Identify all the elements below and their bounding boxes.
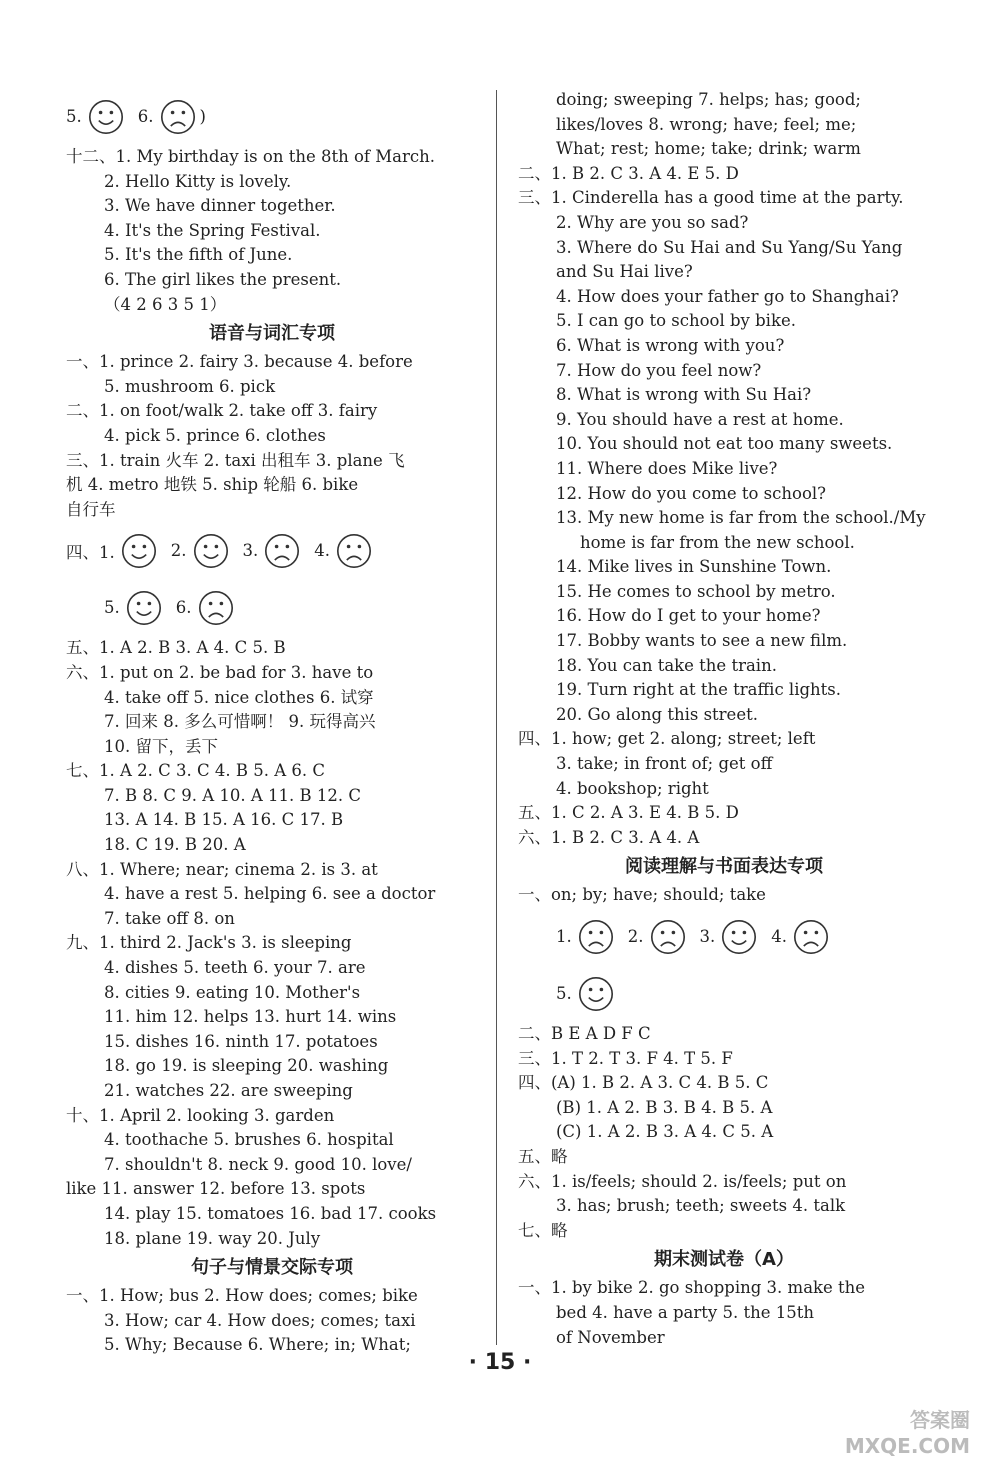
answer-line: 20. Go along this street. <box>556 704 758 724</box>
sad-face-icon <box>264 533 300 569</box>
section-heading: 语音与词汇专项 <box>209 323 335 345</box>
answer-line: 一、1. How; bus 2. How does; comes; bike <box>66 1286 418 1306</box>
answer-line: (B) 1. A 2. B 3. B 4. B 5. A <box>556 1097 773 1117</box>
answer-label: 6. <box>175 598 192 618</box>
answer-line: 六、1. B 2. C 3. A 4. A <box>518 827 700 847</box>
sad-face-icon <box>650 919 686 955</box>
answer-line: 3. Where do Su Hai and Su Yang/Su Yang <box>556 237 903 257</box>
smiley-answer-row <box>66 522 478 579</box>
answer-label: 1. <box>556 927 572 946</box>
sad-face-icon <box>160 99 196 135</box>
answer-line: 五、略 <box>518 1146 568 1166</box>
answer-line: 六、1. is/feels; should 2. is/feels; put on <box>518 1171 847 1191</box>
answer-line: 10. You should not eat too many sweets. <box>556 434 893 454</box>
answer-label: 3. <box>242 541 259 561</box>
answer-line: 6. What is wrong with you? <box>556 335 785 355</box>
answer-line: 三、1. Cinderella has a good time at the party. <box>518 188 904 208</box>
happy-face-icon <box>88 99 124 135</box>
answer-line: 18. go 19. is sleeping 20. washing <box>104 1056 389 1076</box>
answer-line: 12. How do you come to school? <box>556 483 827 503</box>
answer-line: 11. Where does Mike live? <box>556 458 778 478</box>
answer-line: 13. My new home is far from the school./My <box>556 508 926 528</box>
answer-line: 五、1. A 2. B 3. A 4. C 5. B <box>66 638 286 658</box>
happy-face-icon <box>578 976 614 1012</box>
answer-line: 一、1. prince 2. fairy 3. because 4. before <box>66 352 413 372</box>
answer-line: 五、1. C 2. A 3. E 4. B 5. D <box>518 803 739 823</box>
watermark-url: MXQE.COM <box>844 1434 970 1458</box>
answer-line: 11. him 12. helps 13. hurt 14. wins <box>104 1007 397 1027</box>
answer-line: 13. A 14. B 15. A 16. C 17. B <box>104 810 344 830</box>
answer-label: 4. <box>771 927 787 946</box>
answer-line: 7. shouldn't 8. neck 9. good 10. love/ <box>104 1154 412 1174</box>
answer-line: likes/loves 8. wrong; have; feel; me; <box>556 114 857 134</box>
answer-line: 一、on; by; have; should; take <box>518 885 766 905</box>
answer-line: 5. It's the fifth of June. <box>104 245 293 265</box>
column-divider <box>496 90 497 1345</box>
answer-line: 八、1. Where; near; cinema 2. is 3. at <box>66 859 378 879</box>
sad-face-icon <box>793 919 829 955</box>
section-heading: 句子与情景交际专项 <box>191 1257 353 1279</box>
smiley-answer-row <box>518 965 930 1022</box>
answer-label: 2. <box>627 927 644 946</box>
smiley-answer-row <box>518 908 930 965</box>
smiley-answer-row <box>66 88 478 145</box>
answer-label: 5. <box>104 598 120 618</box>
answer-line: 15. dishes 16. ninth 17. potatoes <box>104 1031 378 1051</box>
answer-line: 四、1. how; get 2. along; street; left <box>518 729 816 749</box>
answer-line: 二、B E A D F C <box>518 1024 651 1043</box>
answer-line: 九、1. third 2. Jack's 3. is sleeping <box>66 933 352 953</box>
answer-line: 4. dishes 5. teeth 6. your 7. are <box>104 958 366 978</box>
answer-line: 16. How do I get to your home? <box>556 606 821 626</box>
right-column <box>518 88 930 1350</box>
answer-line: home is far from the new school. <box>580 532 855 552</box>
happy-face-icon <box>193 533 229 569</box>
answer-line: 4. take off 5. nice clothes 6. 试穿 <box>104 687 374 707</box>
happy-face-icon <box>121 533 157 569</box>
answer-line: 四、(A) 1. B 2. A 3. C 4. B 5. C <box>518 1073 769 1093</box>
answer-line: 七、1. A 2. C 3. C 4. B 5. A 6. C <box>66 761 325 781</box>
answer-line: 机 4. metro 地铁 5. ship 轮船 6. bike <box>66 475 359 495</box>
answer-line: 14. play 15. tomatoes 16. bad 17. cooks <box>104 1203 437 1223</box>
answer-line: 4. It's the Spring Festival. <box>104 220 321 240</box>
answer-line: 14. Mike lives in Sunshine Town. <box>556 557 832 577</box>
answer-line: 18. plane 19. way 20. July <box>104 1228 321 1248</box>
sad-face-icon <box>198 590 234 626</box>
answer-line: 3. take; in front of; get off <box>556 754 773 774</box>
happy-face-icon <box>721 919 757 955</box>
answer-line: 3. How; car 4. How does; comes; taxi <box>104 1310 416 1330</box>
answer-line: 15. He comes to school by metro. <box>556 581 836 601</box>
answer-line: 8. cities 9. eating 10. Mother's <box>104 982 361 1002</box>
answer-line: (C) 1. A 2. B 3. A 4. C 5. A <box>556 1122 774 1142</box>
answer-line: 十二、1. My birthday is on the 8th of March. <box>66 147 435 166</box>
answer-line: 18. C 19. B 20. A <box>104 835 246 855</box>
answer-line: 6. The girl likes the present. <box>104 269 342 289</box>
answer-line: （4 2 6 3 5 1） <box>104 294 227 314</box>
answer-line: of November <box>556 1327 665 1347</box>
answer-line: 18. You can take the train. <box>556 655 777 675</box>
answer-label: 3. <box>699 927 716 946</box>
answer-line: 5. mushroom 6. pick <box>104 376 276 396</box>
answer-line: 4. toothache 5. brushes 6. hospital <box>104 1130 394 1150</box>
answer-line: 自行车 <box>66 499 116 519</box>
answer-label: 2. <box>170 541 187 561</box>
answer-line: What; rest; home; take; drink; warm <box>556 139 861 159</box>
answer-line: 2. Hello Kitty is lovely. <box>104 171 292 191</box>
answer-line: 三、1. T 2. T 3. F 4. T 5. F <box>518 1048 733 1068</box>
answer-line: 十、1. April 2. looking 3. garden <box>66 1105 335 1125</box>
answer-line: 4. bookshop; right <box>556 778 709 798</box>
answer-line: 17. Bobby wants to see a new film. <box>556 631 848 651</box>
answer-line: 10. 留下，丢下 <box>104 736 218 756</box>
answer-line: 5. Why; Because 6. Where; in; What; <box>104 1335 411 1355</box>
answer-line: 二、1. on foot/walk 2. take off 3. fairy <box>66 401 378 421</box>
answer-line: 21. watches 22. are sweeping <box>104 1081 353 1100</box>
answer-line: bed 4. have a party 5. the 15th <box>556 1302 814 1322</box>
answer-line: 7. B 8. C 9. A 10. A 11. B 12. C <box>104 785 361 805</box>
sad-face-icon <box>336 533 372 569</box>
answer-line: 7. 回来 8. 多么可惜啊！ 9. 玩得高兴 <box>104 712 376 732</box>
left-column <box>66 88 478 1358</box>
smiley-answer-row <box>66 579 478 636</box>
answer-label: 5. <box>556 984 572 1003</box>
answer-line: 19. Turn right at the traffic lights. <box>556 680 842 700</box>
watermark <box>845 1407 970 1459</box>
answer-line: 9. You should have a rest at home. <box>556 409 844 429</box>
answer-line: like 11. answer 12. before 13. spots <box>66 1179 366 1199</box>
section-heading: 期末测试卷（A） <box>654 1249 794 1271</box>
sad-face-icon <box>578 919 614 955</box>
answer-line: 4. How does your father go to Shanghai? <box>556 286 899 306</box>
section-heading: 阅读理解与书面表达专项 <box>625 856 823 878</box>
answer-line: 七、略 <box>518 1220 568 1240</box>
answer-line: 8. What is wrong with Su Hai? <box>556 385 812 405</box>
answer-label: 5. <box>66 107 82 126</box>
paren-close: ) <box>199 107 206 126</box>
answer-line: and Su Hai live? <box>556 262 693 282</box>
answer-line: 六、1. put on 2. be bad for 3. have to <box>66 662 374 682</box>
answer-line: 4. pick 5. prince 6. clothes <box>104 425 326 445</box>
answer-line: 一、1. by bike 2. go shopping 3. make the <box>518 1278 866 1298</box>
page-number: · 15 · <box>468 1350 532 1375</box>
answer-label: 6. <box>137 107 154 126</box>
answer-line: 二、1. B 2. C 3. A 4. E 5. D <box>518 163 739 183</box>
answer-line: doing; sweeping 7. helps; has; good; <box>556 90 861 109</box>
answer-label: 四、1. <box>66 542 115 562</box>
answer-line: 7. How do you feel now? <box>556 360 762 380</box>
watermark-logo: 答案圈 <box>910 1408 970 1432</box>
answer-line: 2. Why are you so sad? <box>556 212 749 232</box>
answer-line: 3. has; brush; teeth; sweets 4. talk <box>556 1196 846 1216</box>
answer-label: 4. <box>314 541 330 561</box>
answer-line: 三、1. train 火车 2. taxi 出租车 3. plane 飞 <box>66 450 405 470</box>
answer-line: 3. We have dinner together. <box>104 196 336 216</box>
answer-line: 4. have a rest 5. helping 6. see a doctor <box>104 884 436 904</box>
answer-line: 5. I can go to school by bike. <box>556 311 796 331</box>
answer-line: 7. take off 8. on <box>104 908 235 928</box>
happy-face-icon <box>126 590 162 626</box>
